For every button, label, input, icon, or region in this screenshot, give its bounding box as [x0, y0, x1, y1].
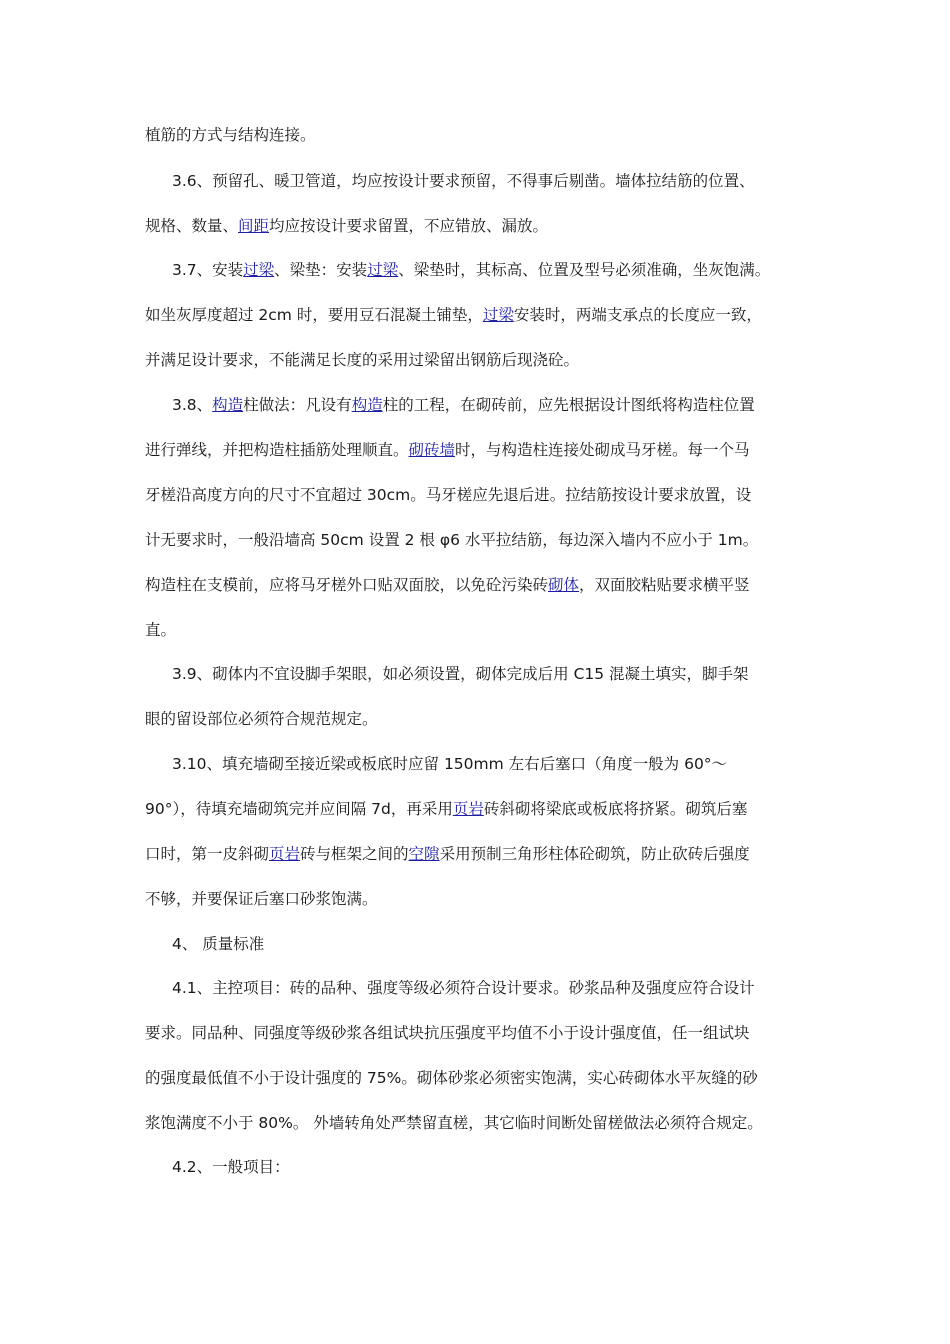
text-segment: 牙槎沿高度方向的尺寸不宜超过 30cm。马牙槎应先退后进。拉结筋按设计要求放置，设: [145, 486, 752, 504]
text-line-7: [172, 394, 755, 416]
text-segment: 计无要求时，一般沿墙高 50cm 设置 2 根 φ6 水平拉结筋，每边深入墙内不应小于 1m。: [145, 531, 759, 549]
text-segment: 柱做法：凡设有: [243, 396, 352, 414]
text-line-10: [145, 529, 758, 551]
hyperlink[interactable]: 页岩: [269, 845, 301, 863]
text-segment: 规格、数量、: [145, 217, 239, 235]
text-line-16: [145, 798, 747, 820]
text-segment: 3.7、安装: [172, 261, 244, 279]
text-segment: 4.1、主控项目：砖的品种、强度等级必须符合设计要求。砂浆品种及强度应符合设计: [172, 979, 755, 997]
text-segment: 4.2、一般项目：: [172, 1158, 290, 1176]
text-line-5: [145, 304, 762, 326]
text-segment: 砖斜砌将梁底或板底将挤紧。砌筑后塞: [483, 800, 748, 818]
text-segment: 构造柱在支模前，应将马牙槎外口贴双面胶，以免砼污染砖: [145, 576, 549, 594]
text-segment: 90°），待填充墙砌筑完并应间隔 7d，再采用: [145, 800, 453, 818]
text-line-14: [145, 708, 378, 730]
text-line-6: [145, 349, 579, 371]
text-line-15: [172, 753, 727, 775]
text-segment: 均应按设计要求留置，不应错放、漏放。: [269, 217, 549, 235]
hyperlink[interactable]: 页岩: [452, 800, 484, 818]
hyperlink[interactable]: 过梁: [243, 261, 275, 279]
text-segment: 3.9、砌体内不宜设脚手架眼，如必须设置，砌体完成后用 C15 混凝土填实，脚手架: [172, 665, 749, 683]
text-segment: 3.8、: [172, 396, 213, 414]
text-segment: 进行弹线，并把构造柱插筋处理顺直。: [145, 441, 409, 459]
text-segment: 要求。同品种、同强度等级砂浆各组试块抗压强度平均值不小于设计强度值，任一组试块: [145, 1024, 750, 1042]
text-line-17: [145, 843, 750, 865]
text-line-3: [145, 215, 548, 237]
hyperlink[interactable]: 构造: [351, 396, 383, 414]
text-segment: 砖与框架之间的: [300, 845, 409, 863]
text-segment: 安装时，两端支承点的长度应一致，: [513, 306, 762, 324]
hyperlink[interactable]: 空隙: [408, 845, 440, 863]
text-segment: 不够，并要保证后塞口砂浆饱满。: [145, 890, 378, 908]
text-segment: 直。: [145, 621, 177, 639]
text-segment: 并满足设计要求，不能满足长度的采用过梁留出钢筋后现浇砼。: [145, 351, 580, 369]
text-line-4: [172, 259, 770, 281]
text-segment: 如坐灰厚度超过 2cm 时，要用豆石混凝土铺垫，: [145, 306, 483, 324]
text-segment: 4、 质量标准: [172, 935, 265, 953]
text-segment: 的强度最低值不小于设计强度的 75%。砌体砂浆必须密实饱满，实心砖砌体水平灰缝的砂: [145, 1069, 758, 1087]
text-segment: 采用预制三角形柱体砼砌筑，防止砍砖后强度: [439, 845, 750, 863]
text-line-22: [145, 1067, 758, 1089]
text-line-18: [145, 888, 378, 910]
hyperlink[interactable]: 过梁: [482, 306, 514, 324]
text-segment: 、梁垫时，其标高、位置及型号必须准确，坐灰饱满。: [398, 261, 771, 279]
text-segment: 浆饱满度不小于 80%。 外墙转角处严禁留直槎，其它临时间断处留槎做法必须符合规定。: [145, 1114, 763, 1132]
text-line-9: [145, 484, 751, 506]
text-segment: 植筋的方式与结构连接。: [145, 126, 316, 144]
text-line-13: [172, 663, 749, 685]
text-segment: 柱的工程，在砌砖前，应先根据设计图纸将构造柱位置: [382, 396, 755, 414]
text-line-24: [172, 1156, 290, 1178]
text-line-12: [145, 619, 176, 641]
text-segment: 3.6、预留孔、暖卫管道，均应按设计要求预留，不得事后剔凿。墙体拉结筋的位置、: [172, 172, 755, 190]
text-line-23: [145, 1112, 763, 1134]
hyperlink[interactable]: 砌砖墙: [408, 441, 456, 459]
text-line-1: [145, 124, 316, 146]
text-line-8: [145, 439, 750, 461]
hyperlink[interactable]: 间距: [238, 217, 270, 235]
hyperlink[interactable]: 砌体: [548, 576, 580, 594]
text-line-11: [145, 574, 750, 596]
text-segment: 口时，第一皮斜砌: [145, 845, 270, 863]
text-segment: 时，与构造柱连接处砌成马牙槎。每一个马: [455, 441, 750, 459]
hyperlink[interactable]: 过梁: [367, 261, 399, 279]
text-line-2: [172, 170, 755, 192]
text-line-19: [172, 933, 264, 955]
text-segment: ，双面胶粘贴要求横平竖: [579, 576, 750, 594]
text-line-20: [172, 977, 755, 999]
text-segment: 3.10、填充墙砌至接近梁或板底时应留 150mm 左右后塞口（角度一般为 60°～: [172, 755, 728, 773]
hyperlink[interactable]: 构造: [212, 396, 244, 414]
text-segment: 眼的留设部位必须符合规范规定。: [145, 710, 378, 728]
text-line-21: [145, 1022, 750, 1044]
text-segment: 、梁垫：安装: [274, 261, 368, 279]
